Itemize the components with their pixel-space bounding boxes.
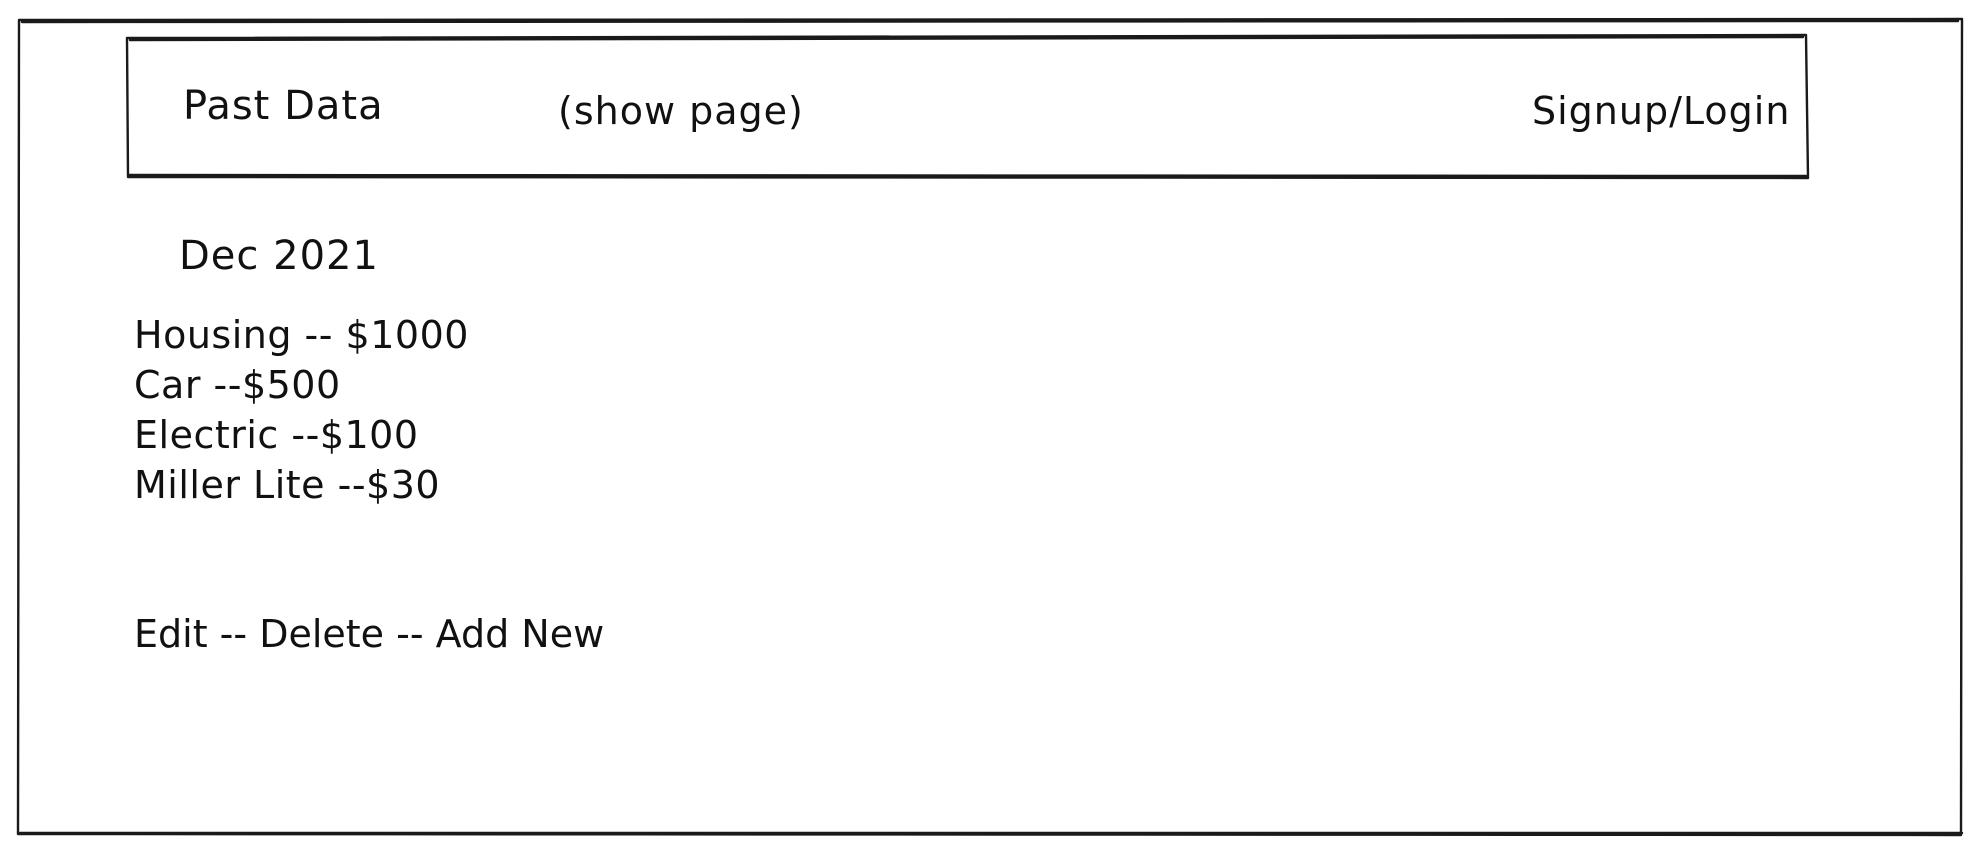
expense-item: Car --$500 — [134, 363, 341, 407]
add-new-link[interactable]: Add New — [435, 612, 605, 656]
month-heading: Dec 2021 — [179, 233, 379, 279]
expense-item: Housing -- $1000 — [134, 313, 469, 357]
page-subtitle: (show page) — [558, 89, 804, 133]
signup-login-link[interactable]: Signup/Login — [1532, 89, 1791, 133]
edit-link[interactable]: Edit — [134, 612, 208, 656]
expense-item: Electric --$100 — [134, 413, 419, 457]
action-bar — [134, 612, 604, 656]
action-separator: -- — [207, 612, 260, 656]
expense-list — [134, 310, 469, 510]
action-separator: -- — [384, 612, 436, 656]
delete-link[interactable]: Delete — [259, 612, 385, 656]
page-title: Past Data — [183, 83, 384, 129]
expense-item: Miller Lite --$30 — [134, 463, 441, 507]
